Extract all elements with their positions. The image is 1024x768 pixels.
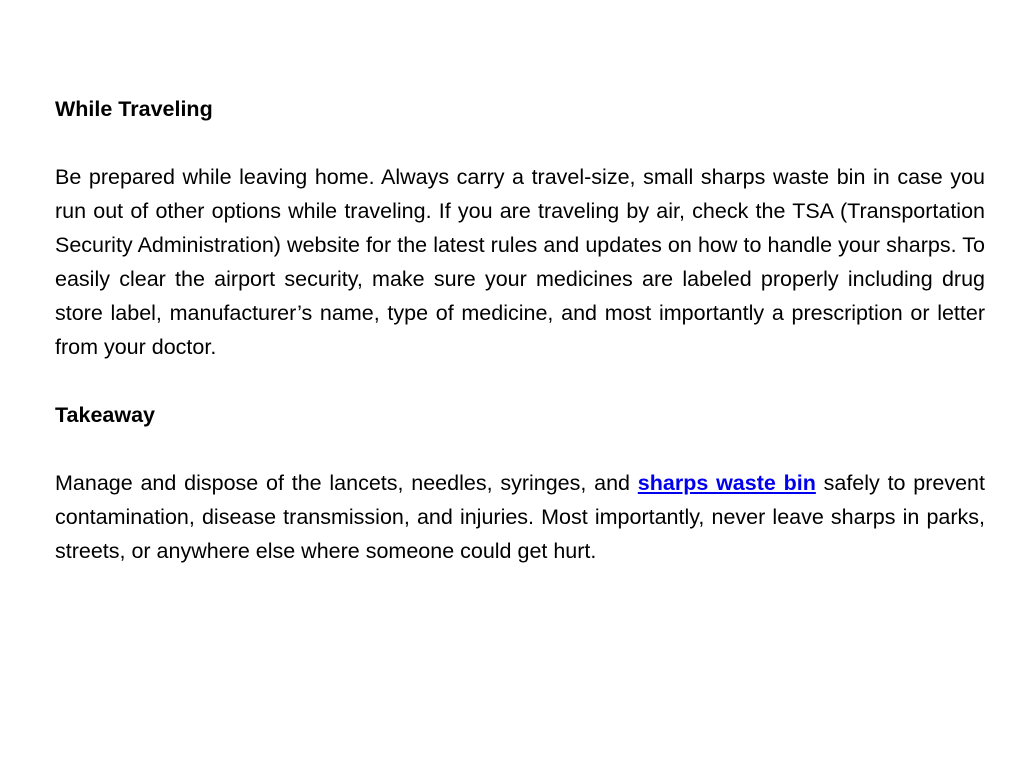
paragraph-spacer (55, 432, 985, 466)
paragraph-spacer (55, 364, 985, 398)
takeaway-paragraph (55, 466, 985, 568)
while-traveling-paragraph: Be prepared while leaving home. Always carry a travel-size, small sharps waste bin in case you run out of other options while traveling. If you are traveling by air, check the TSA (Transportation Security Administration) website for the latest rules and updates on how to handle your sharps. To easily clear the airport security, make sure your medicines are labeled properly including drug store label, manufacturer’s name, type of medicine, and most importantly a prescription or letter from your doctor. (55, 165, 985, 359)
section-heading-takeaway: Takeaway (55, 403, 156, 427)
text-content (55, 92, 985, 568)
paragraph-spacer (55, 126, 985, 160)
takeaway-text-before-link: Manage and dispose of the lancets, needles, syringes, and (55, 471, 638, 495)
sharps-waste-bin-link[interactable]: sharps waste bin (637, 471, 816, 495)
takeaway-text-after-link: safely to prevent contamination, disease transmission, and injuries. Most importantly, never leave sharps in parks, streets, or anywhere else where someone could get hurt. (55, 471, 985, 563)
section-heading-while-traveling: While Traveling (55, 97, 213, 121)
